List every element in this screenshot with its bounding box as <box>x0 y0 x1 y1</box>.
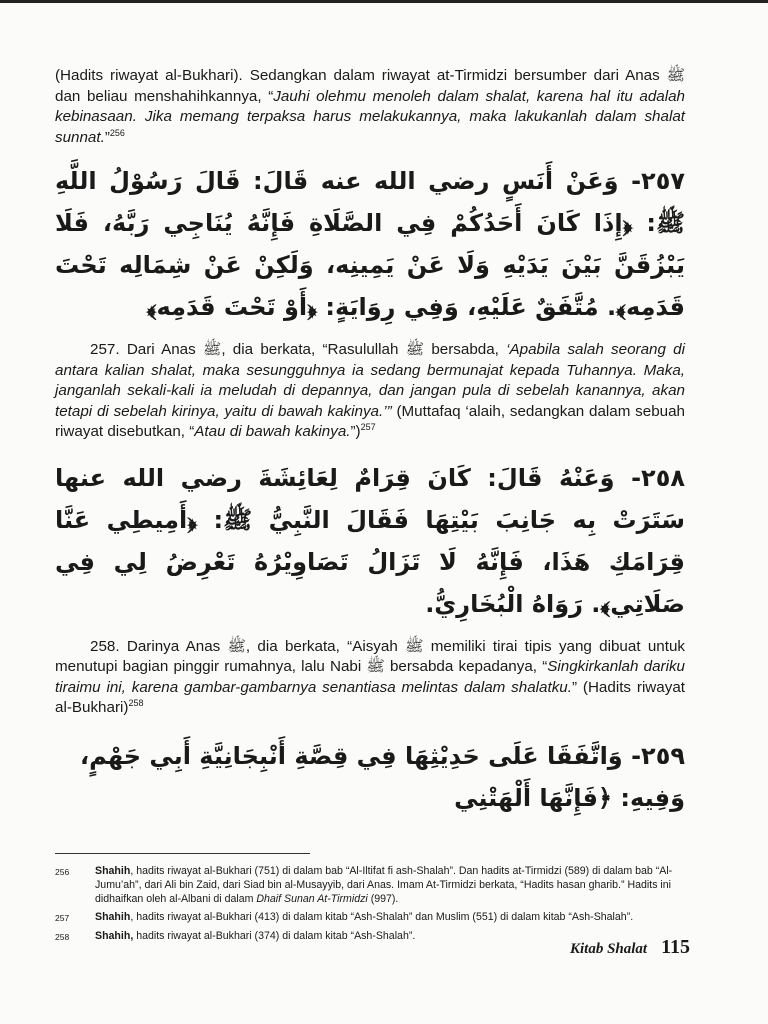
footnote-256 <box>55 864 685 906</box>
footnote-grade: Shahih <box>95 910 131 923</box>
footnote-number: 258 <box>55 931 70 942</box>
honorific-glyph: ﷺ <box>366 658 385 675</box>
honorific-glyph: ﷺ <box>405 341 425 358</box>
text: dan beliau menshahihkannya, “ <box>55 87 274 105</box>
text: (Hadits riwayat al-Bukhari). Sedangkan dalam riwayat at-Tirmidzi bersumber dari Anas <box>55 67 667 84</box>
honorific-glyph: ﷺ <box>202 341 222 358</box>
footnote-grade: Shahih <box>95 864 131 877</box>
footnote-text <box>95 864 685 906</box>
footnote-divider <box>55 853 310 854</box>
translation-257 <box>55 340 685 443</box>
hadith-quote-italic: Jauhi olehmu menoleh dalam shalat, karena hal itu adalah kebinasaan. Jika memang terpaksa harus melakukannya, maka lakukanlah dalam shalat sunnat. <box>55 87 685 146</box>
top-border-line <box>0 0 768 3</box>
arabic-hadith-257: ٢٥٧- وَعَنْ أَنَسٍ رضي الله عنه قَالَ: قَالَ رَسُوْلُ اللَّهِ ﷺ: ﴿إِذَا كَانَ أَحَدُكُمْ فِي الصَّلَاةِ فَإِنَّهُ يُنَاجِي رَبَّهُ، فَلَا يَبْزُقَنَّ بَيْنَ يَدَيْهِ وَلَا عَنْ يَمِينِه، وَلَكِنْ عَنْ شِمَالِه تَحْتَ قَدَمِه﴾. مُتَّفَقٌ عَلَيْهِ، وَفِي رِوَايَةٍ: ﴿أَوْ تَحْتَ قَدَمِه﴾ <box>55 167 685 321</box>
text: (997). <box>367 892 399 905</box>
arabic-hadith-259: ٢٥٩- وَاتَّفَقَا عَلَى حَدِيْثِهَا فِي قِصَّةِ أَنْبِجَانِيَّةِ أَبِي جَهْمٍ، وَفِيهِ: ﴿فَإِنَّهَا أَلْهَتْنِي <box>80 741 685 812</box>
footnote-ref: 258 <box>128 697 144 708</box>
text: bersabda kepadanya, “ <box>384 658 548 675</box>
running-footer-title: Kitab Shalat <box>569 941 648 957</box>
text: ” (Hadits riwayat al-Bukhari) <box>55 678 685 716</box>
text: , hadits riwayat al-Bukhari (413) di dalam kitab “Ash-Shalah” dan Muslim (551) di dalam kitab “Ash-Shalah”. <box>130 910 634 923</box>
text: hadits riwayat al-Bukhari (374) di dalam kitab “Ash-Shalah”. <box>133 929 416 942</box>
text: , dia berkata, “Rasulullah <box>221 341 406 358</box>
footnote-text <box>95 910 685 925</box>
page-footer <box>520 936 690 959</box>
footnote-number: 256 <box>55 866 70 877</box>
arabic-hadith-258: ٢٥٨- وَعَنْهُ قَالَ: كَانَ قِرَامٌ لِعَائِشَةَ رضي الله عنها سَتَرَتْ بِه جَانِبَ بَيْتِهَا فَقَالَ النَّبِيُّ ﷺ: ﴿أَمِيطِي عَنَّا قِرَامَكِ هَذَا، فَإِنَّهُ لَا تَزَالُ تَصَاوِيْرُهُ تَعْرِضُ لِي فِي صَلَاتِي﴾. رَوَاهُ الْبُخَارِيُّ. <box>55 463 685 618</box>
text: ”) <box>350 423 361 440</box>
page-number: 115 <box>661 936 690 958</box>
hadith-quote-italic: Singkirkanlah dariku tiraimu ini, karena gambar-gambarnya senantiasa melintas dalam shalatku. <box>55 658 685 696</box>
honorific-glyph: ﷺ <box>405 637 424 655</box>
hadith-quote-italic: ‘Apabila salah seorang di antara kalian shalat, maka sesungguhnya ia sedang bermunajat kepada Tuhannya. Maka, janganlah sekali-kali ia meludah di depannya, dan jangan pula di sebelah kanannya, akan tetapi di sebelah kirinya, yaitu di bawah kakinya.’” <box>55 341 685 420</box>
footnote-number: 257 <box>55 912 70 923</box>
footnote-ref: 257 <box>360 421 376 432</box>
footnote-ref: 256 <box>109 127 125 138</box>
footnote-grade: Shahih, <box>95 929 134 942</box>
text: memiliki tirai tipis yang dibuat untuk menutupi bagian pinggir rumahnya, lalu Nabi <box>55 637 685 675</box>
footnote-257 <box>55 910 685 925</box>
text: bersabda, <box>424 341 507 358</box>
paragraph-256-continuation <box>55 66 685 148</box>
book-title: Dhaif Sunan At-Tirmidzi <box>256 892 368 905</box>
honorific-glyph: ﷺ <box>666 67 685 84</box>
text: 258. Darinya Anas <box>90 637 228 655</box>
text: ” <box>104 128 110 146</box>
text: , dia berkata, “Aisyah <box>245 637 406 655</box>
text: 257. Dari Anas <box>90 341 203 358</box>
translation-258 <box>55 637 685 719</box>
text: (Muttafaq ‘alaih, sedangkan dalam sebuah riwayat disebutkan, “ <box>55 402 685 440</box>
honorific-glyph: ﷺ <box>227 637 246 655</box>
page-body <box>55 66 685 948</box>
text: , hadits riwayat al-Bukhari (751) di dalam bab “Al-Iltifat fi ash-Shalah”. Dan hadits at-Tirmidzi (589) di dalam bab “Al-Jumu’ah”, dari Ali bin Zaid, dari Siad bin al-Musayyib, dari Anas. Imam At-Tirmidzi berkata, “Hadits hasan gharib.” Hadits ini didhaifkan oleh al-Albani di dalam <box>95 864 673 905</box>
hadith-quote-italic: Atau di bawah kakinya. <box>194 423 351 440</box>
